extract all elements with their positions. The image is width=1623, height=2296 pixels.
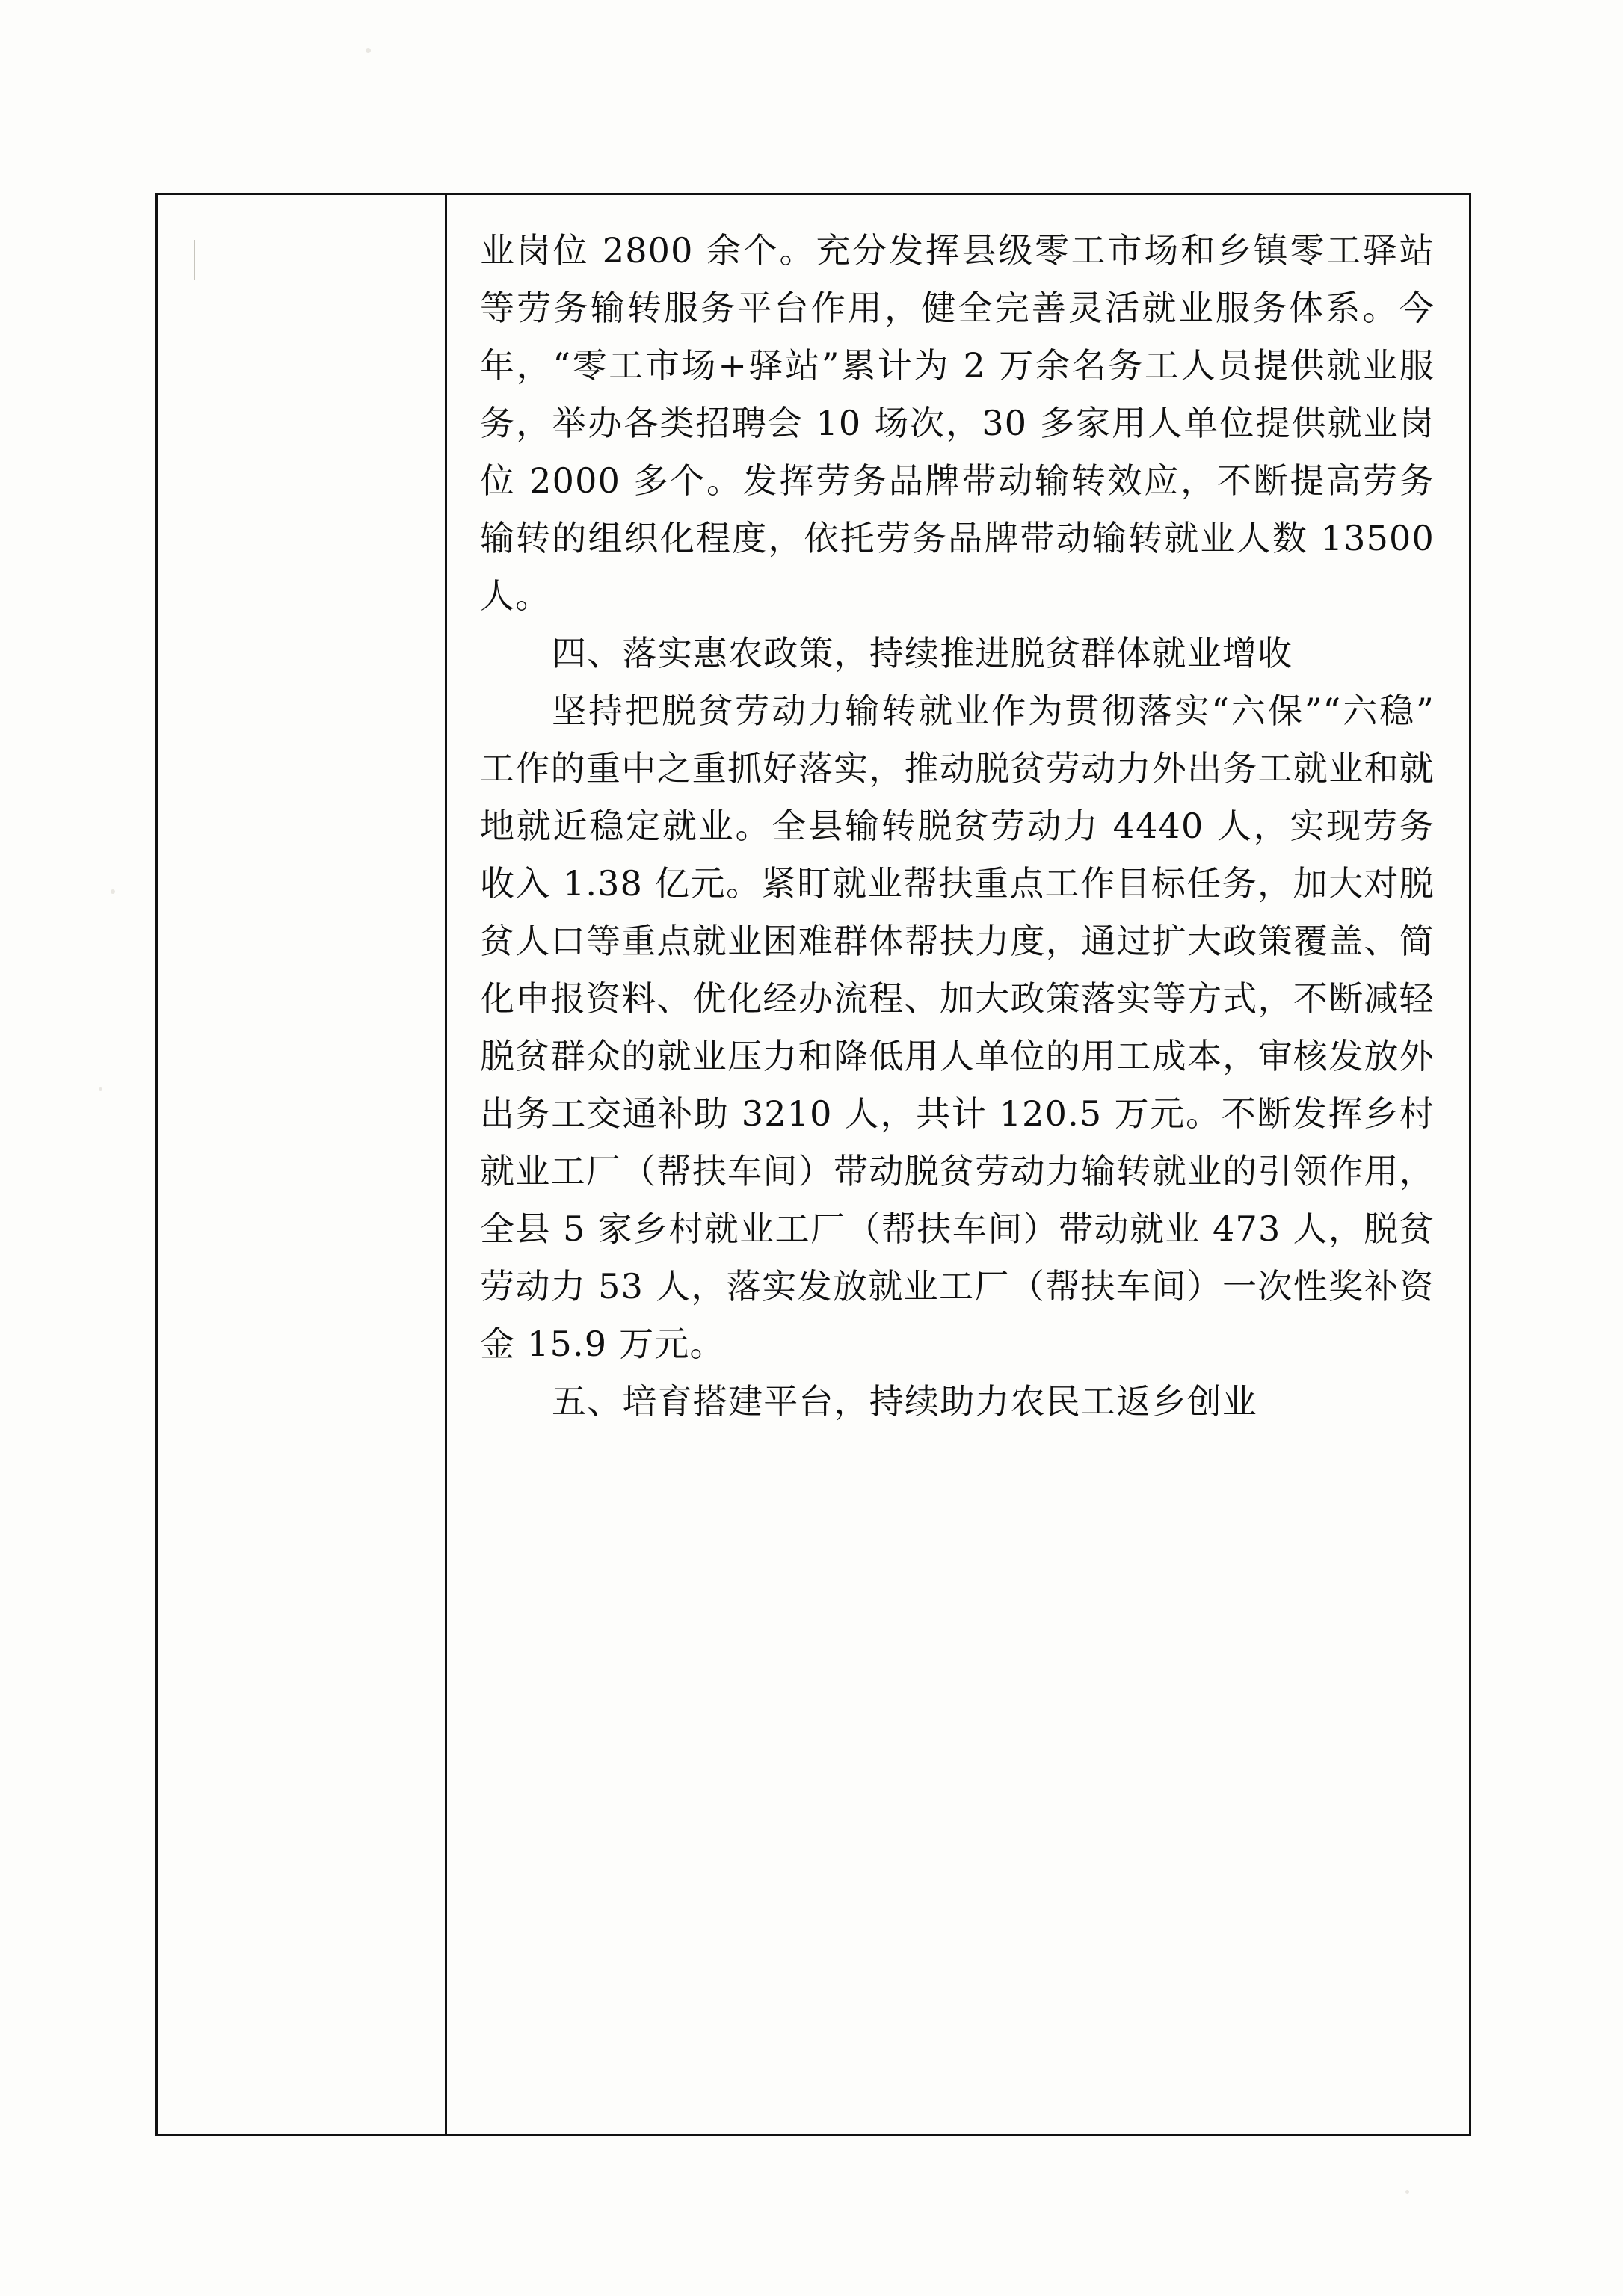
body-column — [447, 195, 1469, 2134]
paragraph-continuation: 业岗位 2800 余个。充分发挥县级零工市场和乡镇零工驿站等劳务输转服务平台作用，健全完善灵活就业服务体系。今年，“零工市场+驿站”累计为 2 万余名务工人员提供就业服务，举办各类招聘会 10 场次，30 多家用人单位提供就业岗位 2000 多个。发挥劳务品牌带动输转效应，不断提高劳务输转的组织化程度，依托劳务品牌带动输转就业人数 13500 人。 — [480, 230, 1435, 616]
paragraph-section-four-body: 坚持把脱贫劳动力输转就业作为贯彻落实“六保”“六稳”工作的重中之重抓好落实，推动脱贫劳动力外出务工就业和就地就近稳定就业。全县输转脱贫劳动力 4440 人，实现劳务收入 1.38 亿元。紧盯就业帮扶重点工作目标任务，加大对脱贫人口等重点就业困难群体帮扶力度，通过扩大政策覆盖、简化申报资料、优化经办流程、加大政策落实等方式，不断减轻脱贫群众的就业压力和降低用人单位的用工成本，审核发放外出务工交通补助 3210 人，共计 120.5 万元。不断发挥乡村就业工厂（帮扶车间）带动脱贫劳动力输转就业的引领作用，全县 5 家乡村就业工厂（帮扶车间）带动就业 473 人，脱贫劳动力 53 人，落实发放就业工厂（帮扶车间）一次性奖补资金 15.9 万元。 — [480, 691, 1435, 1364]
scan-speck — [1405, 2190, 1409, 2194]
scan-speck — [366, 48, 371, 53]
scan-speck — [99, 1087, 102, 1091]
scan-speck — [111, 889, 115, 894]
margin-ink-mark — [194, 240, 195, 280]
left-narrow-column — [158, 195, 445, 2134]
paragraph-heading-five: 五、培育搭建平台，持续助力农民工返乡创业 — [552, 1381, 1257, 1422]
document-table-frame — [155, 193, 1471, 2136]
paragraph-heading-four: 四、落实惠农政策，持续推进脱贫群体就业增收 — [552, 633, 1293, 673]
